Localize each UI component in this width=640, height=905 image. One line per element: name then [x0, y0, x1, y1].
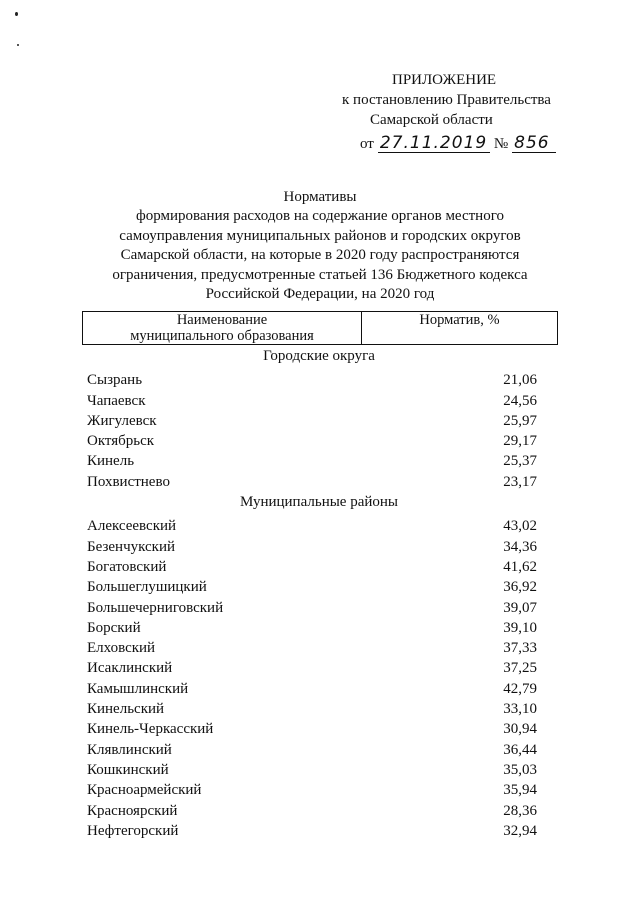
title-line: Российской Федерации, на 2020 год [205, 286, 435, 303]
header-name-cell [83, 312, 362, 344]
municipality-name: Елховский [87, 640, 156, 657]
municipality-name: Камышлинский [87, 680, 189, 697]
decree-date: 27.11.2019 [378, 134, 490, 153]
table-row [82, 411, 556, 431]
municipality-name: Кошкинский [87, 761, 169, 778]
section-title: Муниципальные районы [239, 494, 399, 511]
norm-value: 25,97 [503, 412, 537, 429]
table-row [82, 821, 556, 841]
norm-value: 37,25 [503, 660, 537, 677]
table-row [82, 516, 556, 536]
table-row [82, 740, 556, 760]
decree-reference [360, 134, 556, 153]
norm-value: 36,92 [503, 579, 537, 596]
table-row [82, 801, 556, 821]
norm-value: 24,56 [503, 392, 537, 409]
municipality-name: Жигулевск [87, 412, 157, 429]
norm-value: 28,36 [503, 802, 537, 819]
table-row [82, 679, 556, 699]
municipality-name: Похвистнево [87, 473, 170, 490]
section-title: Городские округа [263, 348, 375, 364]
municipality-name: Октябрьск [87, 433, 155, 450]
norm-value: 37,33 [503, 640, 537, 657]
table-row [82, 699, 556, 719]
table-row [82, 391, 556, 411]
title-line: формирования расходов на содержание органов местного [136, 208, 504, 225]
title-line: ограничения, предусмотренные статьей 136 Бюджетного кодекса [112, 266, 528, 283]
municipality-name: Красноармейский [87, 782, 202, 799]
header-name-line: Наименование [176, 312, 268, 328]
scan-speck [17, 44, 19, 46]
norm-value: 34,36 [503, 538, 537, 555]
norm-value: 35,94 [503, 782, 537, 799]
norm-value: 23,17 [503, 473, 537, 490]
norm-value: 30,94 [503, 721, 537, 738]
municipality-name: Сызрань [87, 372, 143, 389]
municipality-name: Нефтегорский [87, 822, 179, 839]
decree-number: 856 [512, 134, 556, 153]
municipality-name: Богатовский [87, 558, 167, 575]
table-row [82, 472, 556, 492]
norm-value: 36,44 [503, 741, 537, 758]
table-row [82, 658, 556, 678]
table-row [82, 598, 556, 618]
table-row [82, 760, 556, 780]
norm-value: 21,06 [503, 372, 537, 389]
norm-value: 32,94 [503, 822, 537, 839]
table-row [82, 431, 556, 451]
header-name-line: муниципального образования [130, 328, 314, 344]
municipality-name: Клявлинский [87, 741, 172, 758]
table-row [82, 618, 556, 638]
table-row [82, 370, 556, 390]
appendix-header [300, 70, 600, 130]
municipality-name: Алексеевский [87, 518, 177, 535]
municipality-name: Красноярский [87, 802, 178, 819]
table-row [82, 451, 556, 471]
decree-number-label: № [493, 136, 509, 152]
title-line: самоуправления муниципальных районов и городских округов [119, 227, 521, 244]
appendix-region: Самарской области [370, 112, 493, 128]
municipality-name: Исаклинский [87, 660, 173, 677]
title-line: Нормативы [283, 189, 357, 205]
table-header [82, 311, 558, 345]
title-line: Самарской области, на которые в 2020 году распространяются [120, 247, 520, 264]
norm-value: 33,10 [503, 701, 537, 718]
municipality-name: Чапаевск [87, 392, 146, 409]
decree-from-label: от [360, 136, 374, 152]
scan-speck [15, 12, 18, 16]
appendix-subtitle: к постановлению Правительства [342, 92, 551, 108]
norm-value: 42,79 [503, 680, 537, 697]
norm-value: 25,37 [503, 453, 537, 470]
norm-value: 35,03 [503, 761, 537, 778]
table-row [82, 537, 556, 557]
municipality-name: Большечерниговский [87, 599, 224, 616]
norm-value: 43,02 [503, 518, 537, 535]
municipality-name: Безенчукский [87, 538, 176, 555]
table-row [82, 719, 556, 739]
norm-value: 41,62 [503, 558, 537, 575]
table-row [82, 577, 556, 597]
appendix-title: ПРИЛОЖЕНИЕ [392, 72, 497, 88]
norm-value: 29,17 [503, 433, 537, 450]
municipality-name: Борский [87, 619, 141, 636]
table-row [82, 638, 556, 658]
header-value-cell: Норматив, % [419, 312, 500, 328]
norm-value: 39,10 [503, 619, 537, 636]
table-row [82, 557, 556, 577]
norm-value: 39,07 [503, 599, 537, 616]
municipality-name: Большеглушицкий [87, 579, 207, 596]
municipality-name: Кинель-Черкасский [87, 721, 214, 738]
document-title [60, 188, 580, 304]
table-row [82, 780, 556, 800]
table-body [82, 346, 556, 841]
municipality-name: Кинельский [87, 701, 165, 718]
municipality-name: Кинель [87, 453, 135, 470]
